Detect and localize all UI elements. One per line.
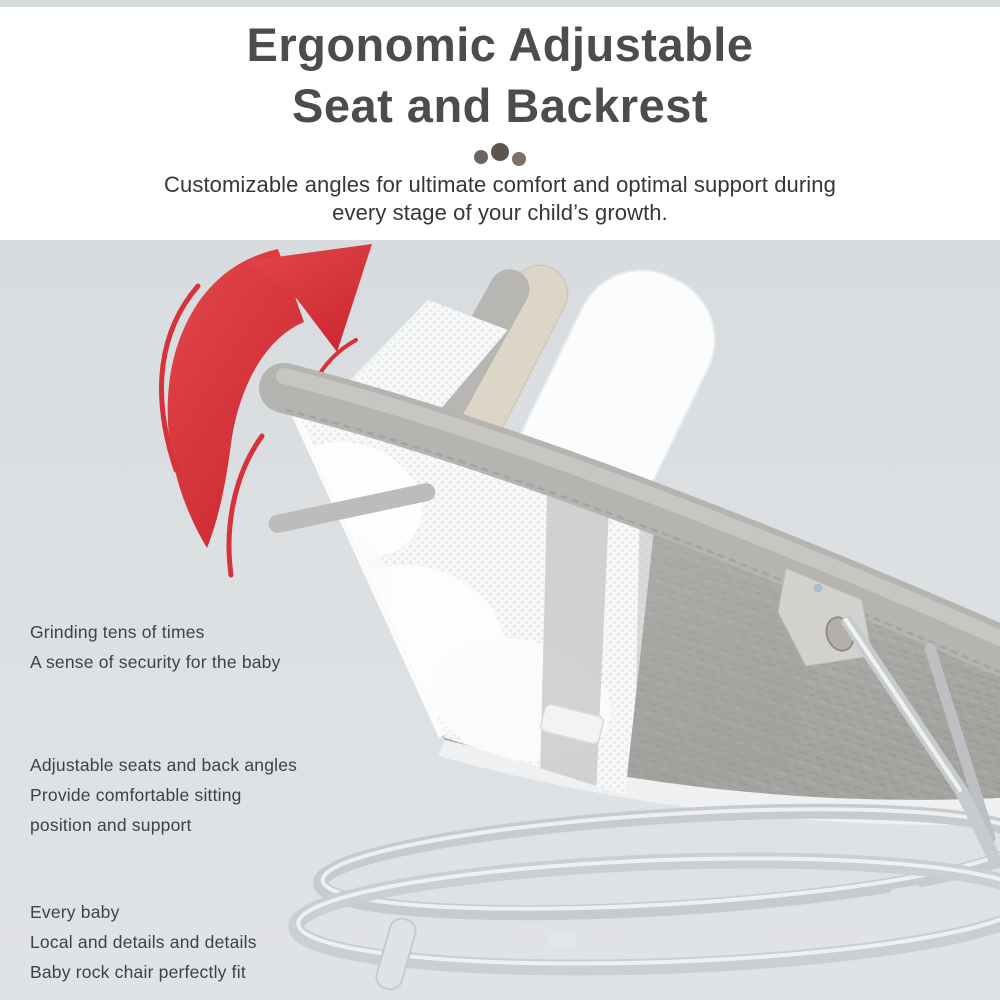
- annotation-line: Grinding tens of times: [30, 622, 205, 642]
- annotation-line: Provide comfortable sitting: [30, 785, 242, 805]
- annotation-line: Local and details and details: [30, 932, 257, 952]
- page-title: [0, 14, 1000, 136]
- annotation-line: Every baby: [30, 902, 120, 922]
- dot-icon: [474, 150, 488, 164]
- annotation-line: Adjustable seats and back angles: [30, 755, 298, 775]
- subtitle-line-1: Customizable angles for ultimate comfort and optimal support during: [164, 172, 836, 197]
- annotation-block-2: [30, 750, 297, 840]
- annotation-line: position and support: [30, 815, 192, 835]
- rail-connector: [546, 931, 577, 949]
- dots-decoration: [0, 143, 1000, 167]
- base-rail-front: [294, 847, 1000, 992]
- top-strip: [0, 0, 1000, 7]
- title-line-2: Seat and Backrest: [291, 79, 709, 132]
- subtitle: [0, 171, 1000, 227]
- dot-icon: [512, 152, 526, 166]
- annotation-block-3: [30, 897, 257, 987]
- dot-icon: [491, 143, 509, 161]
- annotation-block-1: [30, 617, 281, 677]
- subtitle-line-2: every stage of your child’s growth.: [332, 200, 668, 225]
- annotation-line: A sense of security for the baby: [30, 652, 281, 672]
- title-line-1: Ergonomic Adjustable: [246, 18, 754, 71]
- annotation-line: Baby rock chair perfectly fit: [30, 962, 246, 982]
